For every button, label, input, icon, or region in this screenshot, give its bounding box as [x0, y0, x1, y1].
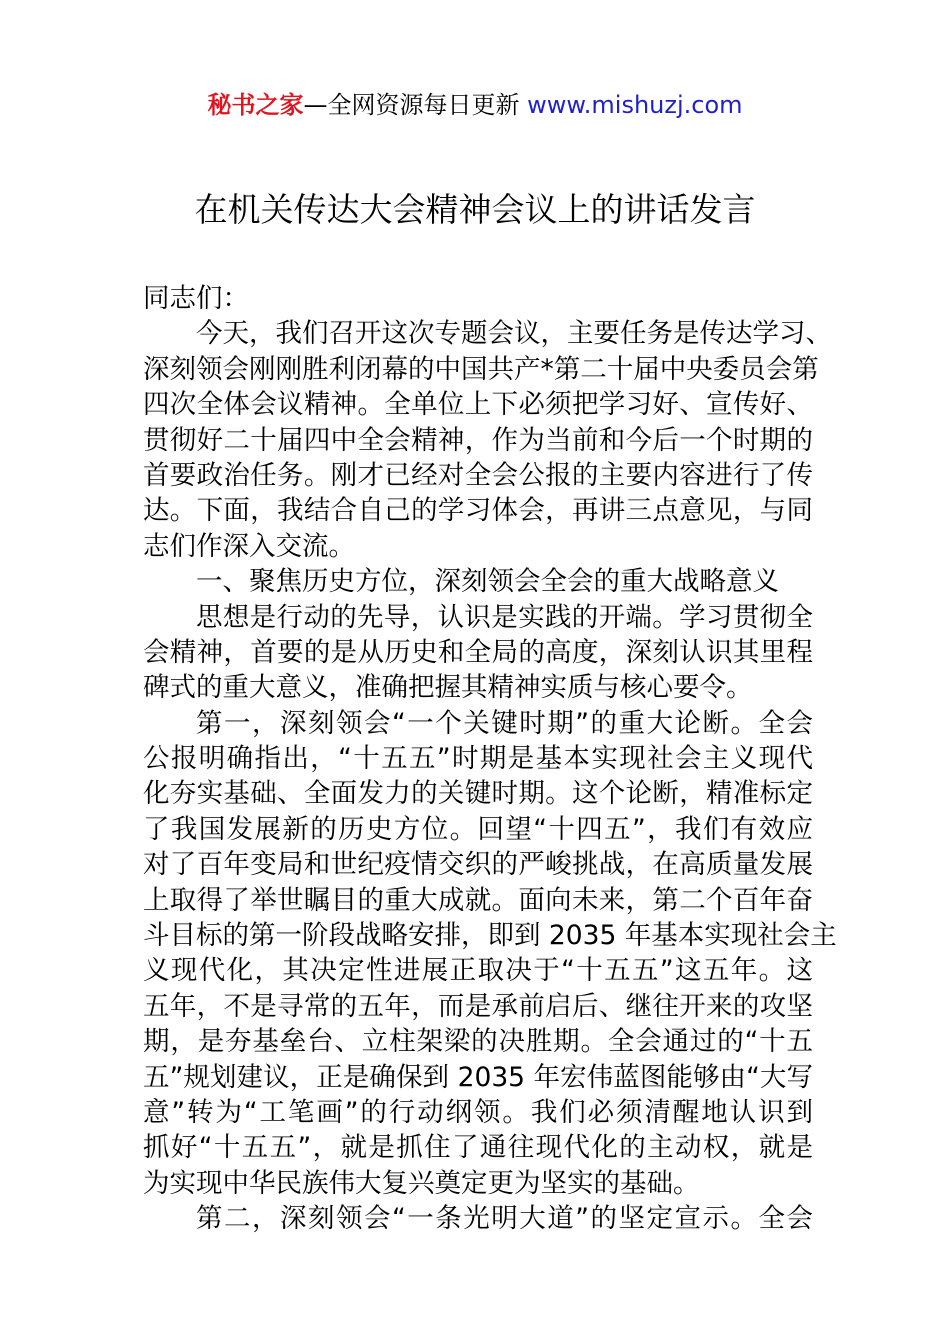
text-line: 思想是行动的先导，认识是实践的开端。学习贯彻全 — [196, 601, 813, 633]
text-line: 贯彻好二十届四中全会精神，作为当前和今后一个时期的 — [143, 424, 813, 456]
brand-name: 秘书之家 — [207, 91, 304, 119]
text-line: 达。下面，我结合自己的学习体会，再讲三点意见，与同 — [143, 495, 813, 527]
document-title: 在机关传达大会精神会议上的讲话发言 — [194, 190, 756, 229]
header-tagline: —全网资源每日更新 — [303, 91, 528, 119]
text-line: 一、聚焦历史方位，深刻领会全会的重大战略意义 — [196, 566, 779, 598]
text-line: 第一，深刻领会“一个关键时期”的重大论断。全会 — [196, 707, 813, 739]
text-line: 化夯实基础、全面发力的关键时期。这个论断，精准标定 — [143, 778, 813, 810]
text-line: 今天，我们召开这次专题会议，主要任务是传达学习、 — [196, 318, 832, 350]
text-line: 四次全体会议精神。全单位上下必须把学习好、宣传好、 — [143, 389, 813, 421]
text-line: 志们作深入交流。 — [143, 530, 355, 562]
text-line: 五年，不是寻常的五年，而是承前启后、继往开来的攻坚 — [143, 990, 813, 1022]
text-line: 为实现中华民族伟大复兴奠定更为坚实的基础。 — [143, 1167, 700, 1199]
text-line: 上取得了举世瞩目的重大成就。面向未来，第二个百年奋 — [143, 884, 813, 916]
text-line: 意”转为“工笔画”的行动纲领。我们必须清醒地认识到 — [143, 1096, 813, 1128]
text-line: 首要政治任务。刚才已经对全会公报的主要内容进行了传 — [143, 459, 813, 491]
text-line: 对了百年变局和世纪疫情交织的严峻挑战，在高质量发展 — [143, 849, 813, 881]
text-line: 公报明确指出，“十五五”时期是基本实现社会主义现代 — [143, 743, 813, 775]
text-line: 同志们： — [143, 283, 249, 314]
text-line: 深刻领会刚刚胜利闭幕的中国共产*第二十届中央委员会第 — [143, 353, 819, 385]
text-line: 斗目标的第一阶段战略安排，即到 2035 年基本实现社会主 — [143, 920, 837, 952]
text-line: 义现代化，其决定性进展正取决于“十五五”这五年。这 — [143, 955, 813, 987]
text-line: 抓好“十五五”，就是抓住了通往现代化的主动权，就是 — [143, 1132, 813, 1164]
document-body — [143, 281, 837, 1237]
text-line: 五”规划建议，正是确保到 2035 年宏伟蓝图能够由“大写 — [143, 1061, 813, 1093]
text-line: 了我国发展新的历史方位。回望“十四五”，我们有效应 — [143, 813, 813, 845]
site-url[interactable]: www.mishuzj.com — [527, 91, 743, 119]
text-line: 第二，深刻领会“一条光明大道”的坚定宣示。全会 — [196, 1203, 813, 1235]
site-header — [0, 88, 950, 122]
text-line: 碑式的重大意义，准确把握其精神实质与核心要令。 — [143, 672, 753, 704]
text-line: 期，是夯基垒台、立柱架梁的决胜期。全会通过的“十五 — [143, 1026, 813, 1058]
text-line: 会精神，首要的是从历史和全局的高度，深刻认识其里程 — [143, 636, 813, 668]
